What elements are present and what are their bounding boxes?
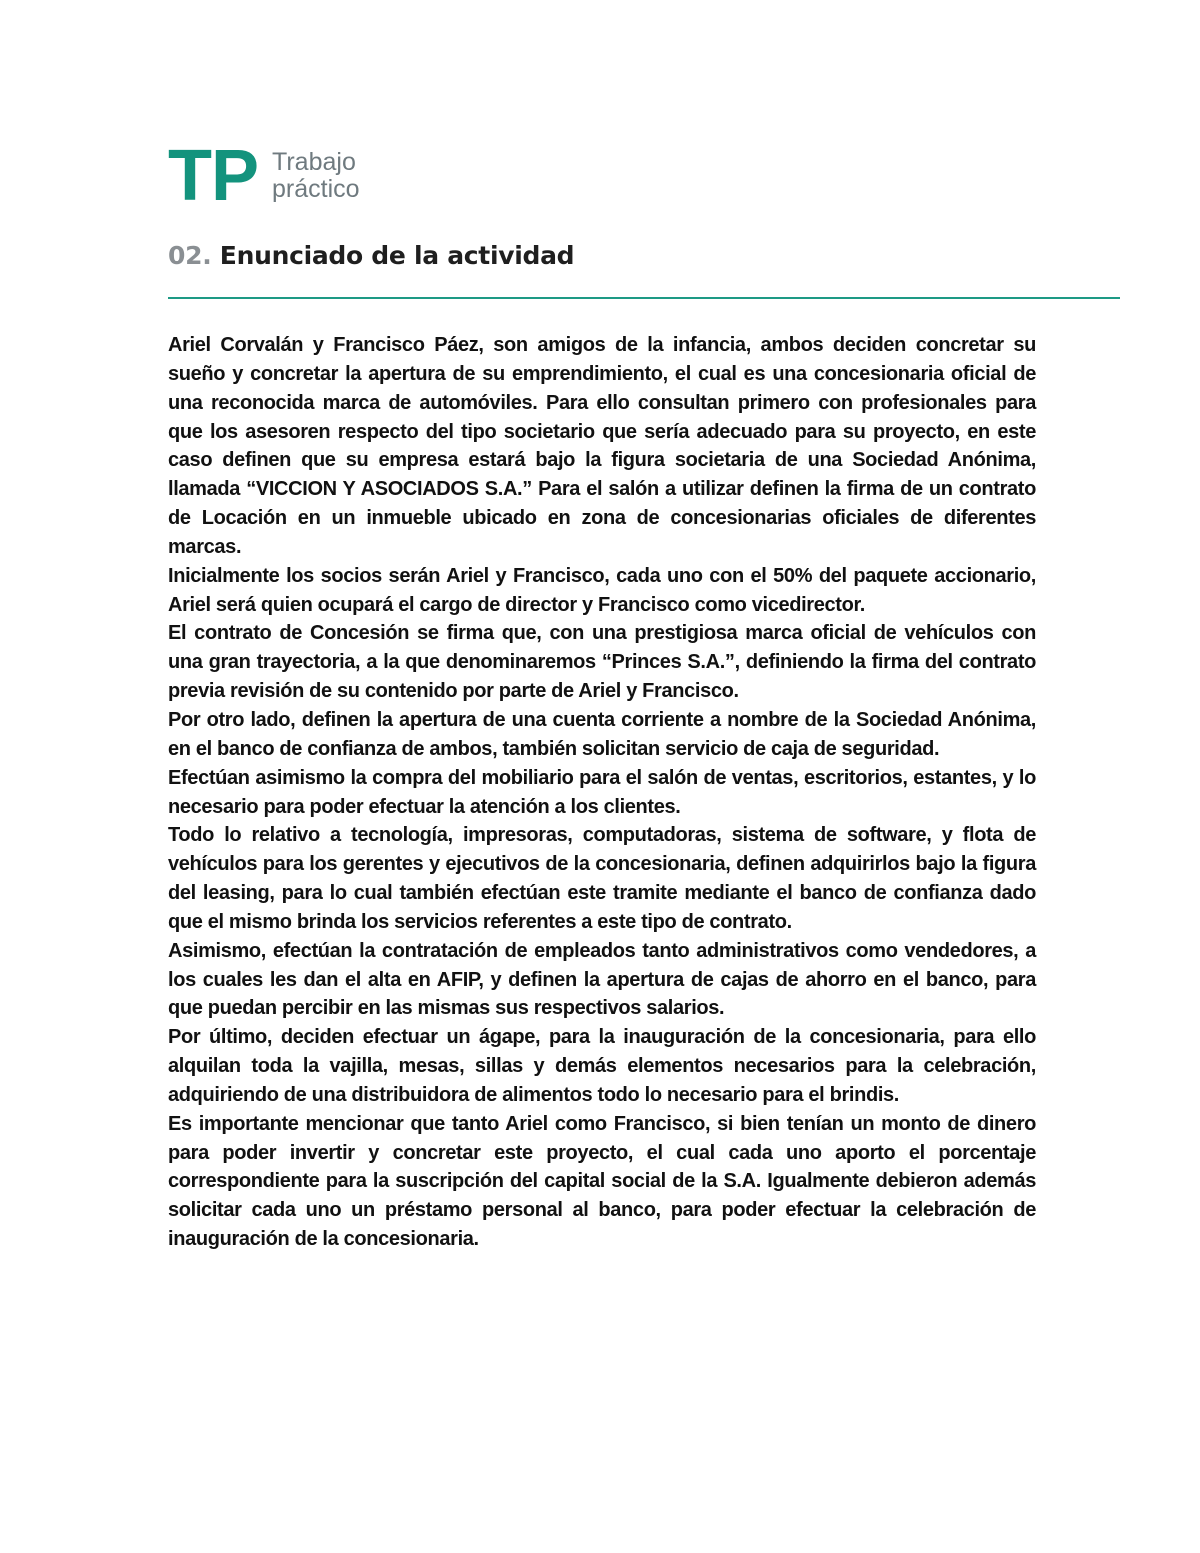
section-number: 02. bbox=[168, 241, 212, 270]
paragraph-2: Inicialmente los socios serán Ariel y Francisco, cada uno con el 50% del paquete accionario, Ariel será quien ocupará el cargo de director y Francisco como vicedirector. bbox=[168, 564, 1036, 616]
paragraph-5: Efectúan asimismo la compra del mobiliario para el salón de ventas, escritorios, estantes, y lo necesario para poder efectuar la atención a los clientes. bbox=[168, 766, 1036, 818]
section-title: Enunciado de la actividad bbox=[219, 241, 575, 270]
paragraph-4: Por otro lado, definen la apertura de una cuenta corriente a nombre de la Sociedad Anónima, en el banco de confianza de ambos, también solicitan servicio de caja de seguridad. bbox=[168, 708, 1036, 760]
tp-logo bbox=[168, 136, 360, 216]
paragraph-7: Asimismo, efectúan la contratación de empleados tanto administrativos como vendedores, a los cuales les dan el alta en AFIP, y definen la apertura de cajas de ahorro en el banco, para que puedan percibir en las mismas sus respectivos salarios. bbox=[168, 939, 1036, 1020]
logo-line-2: práctico bbox=[272, 175, 360, 203]
logo-mark: TP bbox=[168, 136, 259, 216]
logo-text bbox=[272, 149, 360, 203]
logo-line-1: Trabajo bbox=[272, 148, 356, 176]
activity-statement bbox=[168, 331, 1036, 1254]
paragraph-8: Por último, deciden efectuar un ágape, para la inauguración de la concesionaria, para ello alquilan toda la vajilla, mesas, sillas y demás elementos necesarios para la celebración, adquiriendo de una distribuidora de alimentos todo lo necesario para el brindis. bbox=[168, 1026, 1036, 1106]
paragraph-3: El contrato de Concesión se firma que, con una prestigiosa marca oficial de vehículos con una gran trayectoria, a la que denominaremos “Princes S.A.”, definiendo la firma del contrato previa revisión de su contenido por parte de Ariel y Francisco. bbox=[168, 622, 1036, 703]
paragraph-9: Es importante mencionar que tanto Ariel como Francisco, si bien tenían un monto de dinero para poder invertir y concretar este proyecto, el cual cada uno aporto el porcentaje correspondiente para la suscripción del capital social de la S.A. Igualmente debieron además solicitar cada uno un préstamo personal al banco, para poder efectuar la celebración de inauguración de la concesionaria. bbox=[168, 1112, 1036, 1251]
heading-divider bbox=[168, 297, 1120, 299]
section-heading bbox=[168, 238, 574, 274]
paragraph-6: Todo lo relativo a tecnología, impresoras, computadoras, sistema de software, y flota de vehículos para los gerentes y ejecutivos de la concesionaria, definen adquirirlos bajo la figura del leasing, para lo cual también efectúan este tramite mediante el banco de confianza dado que el mismo brinda los servicios referentes a este tipo de contrato. bbox=[168, 824, 1036, 933]
paragraph-1: Ariel Corvalán y Francisco Páez, son amigos de la infancia, ambos deciden concretar su sueño y concretar la apertura de su emprendimiento, el cual es una concesionaria oficial de una reconocida marca de automóviles. Para ello consultan primero con profesionales para que los asesoren respecto del tipo societario que sería adecuado para su proyecto, en este caso definen que su empresa estará bajo la figura societaria de una Sociedad Anónima, llamada “VICCION Y ASOCIADOS S.A.” Para el salón a utilizar definen la firma de un contrato de Locación en un inmueble ubicado en zona de concesionarias oficiales de diferentes marcas. bbox=[168, 334, 1036, 558]
